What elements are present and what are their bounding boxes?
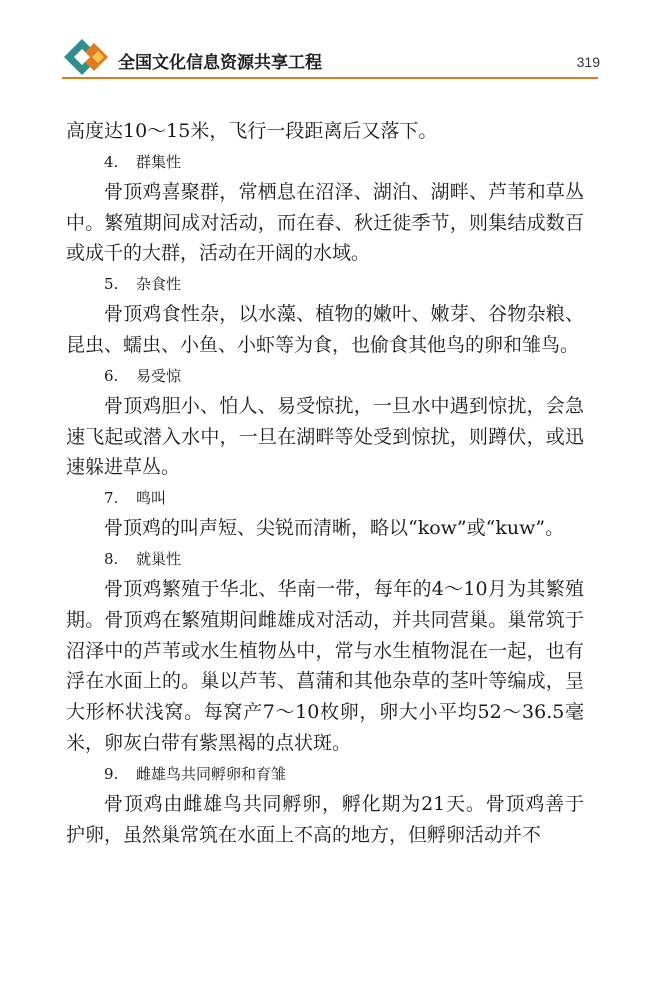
paragraph-7: 骨顶鸡由雌雄鸟共同孵卵，孵化期为21天。骨顶鸡善于护卵，虽然巢常筑在水面上不高的地方，但孵卵活动并不 bbox=[66, 792, 584, 846]
header-title: 全国文化信息资源共享工程 bbox=[118, 53, 322, 73]
section-number: 9. bbox=[104, 764, 119, 783]
paragraph-4: 骨顶鸡胆小、怕人、易受惊扰，一旦水中遇到惊扰，会急速飞起或潜入水中，一旦在湖畔等处受到惊扰，则蹲伏，或迅速躲进草丛。 bbox=[66, 394, 584, 479]
body-text bbox=[66, 116, 584, 850]
section-number: 8. bbox=[104, 549, 119, 568]
logo-icon bbox=[62, 38, 118, 76]
section-heading-4 bbox=[66, 147, 584, 177]
section-heading-6 bbox=[66, 361, 584, 391]
section-number: 4. bbox=[104, 152, 119, 171]
section-title: 易受惊 bbox=[136, 366, 182, 385]
section-title: 就巢性 bbox=[136, 549, 182, 568]
section-title: 群集性 bbox=[136, 152, 182, 171]
section-heading-5 bbox=[66, 269, 584, 299]
section-number: 7. bbox=[104, 489, 119, 508]
section-heading-8 bbox=[66, 544, 584, 574]
paragraph-3: 骨顶鸡食性杂，以水藻、植物的嫩叶、嫩芽、谷物杂粮、昆虫、蠕虫、小鱼、小虾等为食，也偷食其他鸟的卵和雏鸟。 bbox=[66, 303, 584, 356]
paragraph-2: 骨顶鸡喜聚群，常栖息在沼泽、湖泊、湖畔、芦苇和草丛中。繁殖期间成对活动，而在春、秋迁徙季节，则集结成数百或成千的大群，活动在开阔的水域。 bbox=[66, 180, 584, 265]
section-title: 杂食性 bbox=[136, 275, 182, 294]
header-rule bbox=[62, 77, 598, 79]
section-title: 雌雄鸟共同孵卵和育雏 bbox=[136, 764, 287, 783]
paragraph-5: 骨顶鸡的叫声短、尖锐而清晰，略以“kow”或“kuw”。 bbox=[104, 517, 565, 540]
section-title: 鸣叫 bbox=[136, 489, 167, 508]
section-heading-7 bbox=[66, 483, 584, 513]
page-number: 319 bbox=[576, 54, 600, 70]
page-header bbox=[0, 0, 646, 80]
section-number: 6. bbox=[104, 366, 119, 385]
paragraph-6: 骨顶鸡繁殖于华北、华南一带，每年的4～10月为其繁殖期。骨顶鸡在繁殖期间雌雄成对活动，并共同营巢。巢常筑于沼泽中的芦苇或水生植物丛中，常与水生植物混在一起，也有浮在水面上的。巢以芦苇、菖蒲和其他杂草的茎叶等编成，呈大形杯状浅窝。每窝产7～10枚卵，卵大小平均52～36.5毫米，卵灰白带有紫黑褐的点状斑。 bbox=[66, 577, 584, 754]
section-heading-9 bbox=[66, 759, 584, 789]
paragraph-1: 高度达10～15米，飞行一段距离后又落下。 bbox=[66, 120, 438, 142]
section-number: 5. bbox=[104, 275, 119, 294]
